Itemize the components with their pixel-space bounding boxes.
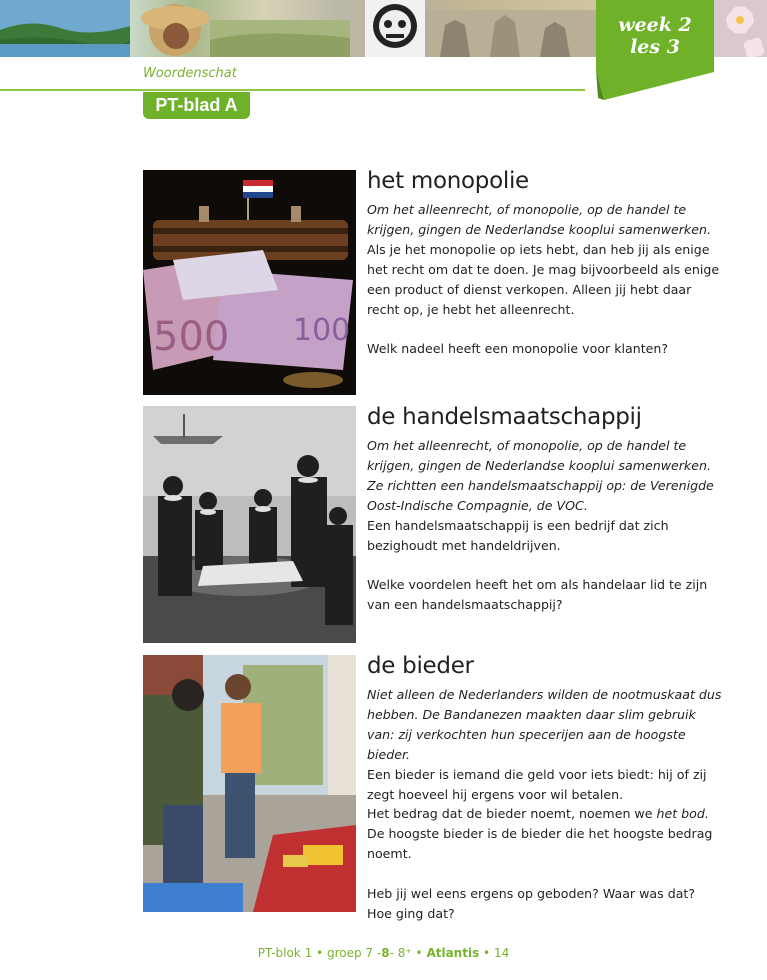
week-label: week 2 xyxy=(618,14,692,36)
entry-intro: Om het alleenrecht, of monopolie, op de handel te krijgen, gingen de Nederlandse kooplui samenwerken. Ze richtten een handelsmaatschappij op: de Verenigde Oost-Indische Compagnie, de VOC. xyxy=(367,438,714,513)
footer-separator: • xyxy=(483,946,491,960)
footer-separator: • xyxy=(316,946,324,960)
page-number: 14 xyxy=(493,946,510,960)
header-banner-image xyxy=(0,0,600,57)
header-divider xyxy=(0,89,585,91)
flea-market-photo xyxy=(143,655,356,912)
footer-block: PT-blok 1 xyxy=(257,946,313,960)
entry-title: het monopolie xyxy=(367,168,529,194)
voc-engraving-photo xyxy=(143,406,356,643)
footer-group-pre: groep 7 - xyxy=(326,946,382,960)
section-label: Woordenschat xyxy=(143,66,237,81)
footer-group-current: 8 xyxy=(381,946,390,960)
entry-intro: Niet alleen de Nederlanders wilden de nootmuskaat dus hebben. De Bandanezen maakten daar slim gebruik van: zij verkochten hun specerijen aan de hoogste bieder. xyxy=(367,687,722,762)
entry-intro: Om het alleenrecht, of monopolie, op de handel te krijgen, gingen de Nederlandse kooplui samenwerken. xyxy=(367,202,711,237)
svg-text:100: 100 xyxy=(293,313,351,348)
entry-definition: Als je het monopolie op iets hebt, dan heb jij als enige het recht om dat te doen. Je mag bijvoorbeeld als enige een product of dienst verkopen. Alleen jij hebt daar recht op, je hebt het alleenrecht. xyxy=(367,241,720,317)
flower-image xyxy=(714,0,767,57)
entry-definition: Een handelsmaatschappij is een bedrijf dat zich bezighoudt met handeldrijven. xyxy=(367,517,669,553)
entry-handelsmaatschappij xyxy=(367,402,722,615)
entry-bieder xyxy=(367,651,722,924)
footer-group-post: - 8⁺ xyxy=(389,946,412,960)
entry-question: Welk nadeel heeft een monopolie voor klanten? xyxy=(367,341,669,357)
entry-definition: Een bieder is iemand die geld voor iets biedt: hij of zij zegt hoeveel hij ergens voor wil betalen. xyxy=(367,766,707,802)
entry-bod-term: het bod. xyxy=(656,806,709,822)
entry-bod-text: Het bedrag dat de bieder noemt, noemen we xyxy=(367,806,657,822)
entry-title: de bieder xyxy=(367,653,474,679)
entry-question: Heb jij wel eens ergens op geboden? Waar was dat? Hoe ging dat? xyxy=(367,886,696,921)
entry-bod-sentence xyxy=(367,804,722,824)
entry-question: Welke voordelen heeft het om als handelaar lid te zijn van een handelsmaatschappij? xyxy=(367,577,708,613)
entry-monopolie xyxy=(367,166,722,359)
monopoly-photo xyxy=(143,170,356,395)
worksheet-badge: PT-blad A xyxy=(143,92,250,119)
svg-text:500: 500 xyxy=(153,314,230,360)
week-lesson-label xyxy=(596,14,714,58)
entry-title: de handelsmaatschappij xyxy=(367,404,642,430)
entry-highest-bidder: De hoogste bieder is de bieder die het hoogste bedrag noemt. xyxy=(367,826,713,862)
page-footer xyxy=(0,946,767,960)
lesson-label: les 3 xyxy=(630,36,680,58)
footer-method: Atlantis xyxy=(426,946,480,960)
footer-separator: • xyxy=(415,946,423,960)
